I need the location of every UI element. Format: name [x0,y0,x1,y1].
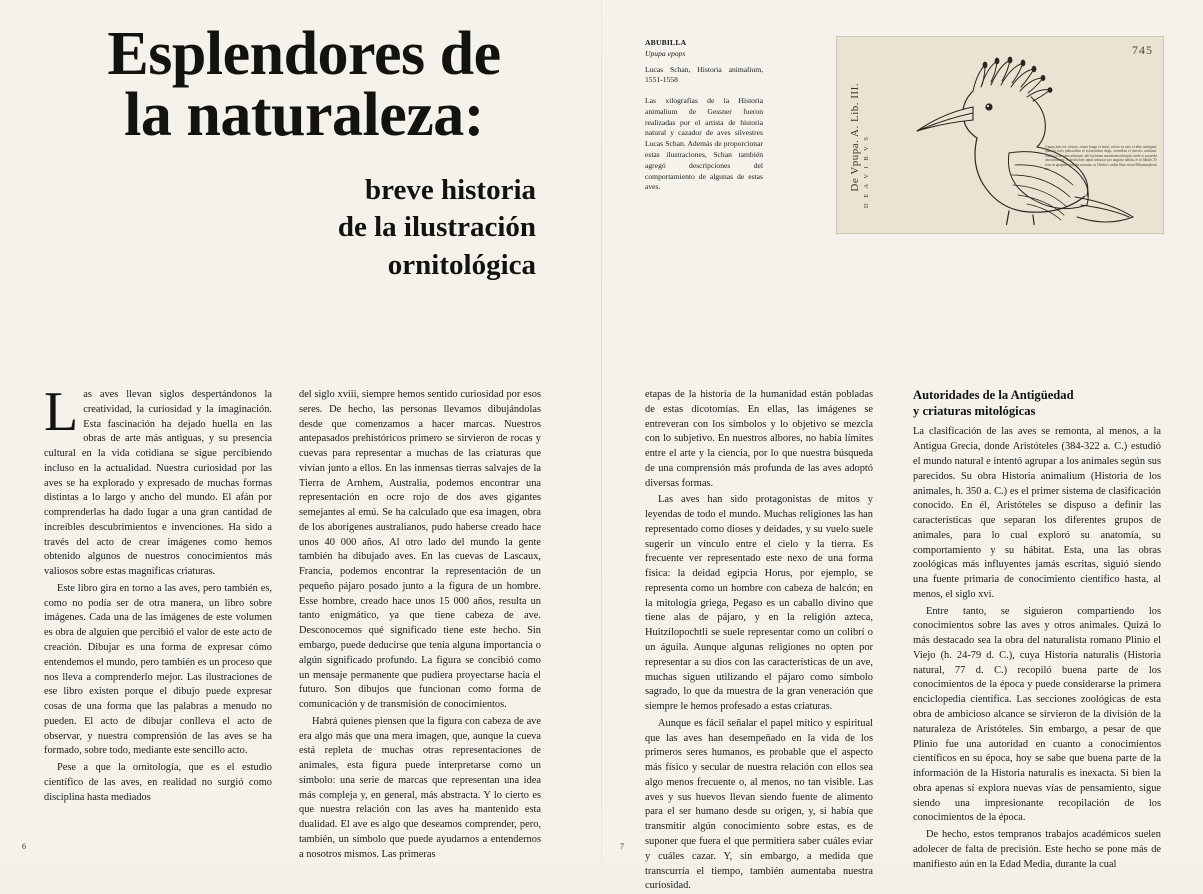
drop-cap: L [44,381,79,443]
paragraph: etapas de la historia de la humanidad están pobladas de estas dicotomías. En ellas, las imágenes se entreveran con los símbolos y lo objetivo se mezcla con lo subjetivo. En nuestros albores, no había límites entre el arte y la ciencia, por lo que nuestra búsqueda de una comprensión más profunda de las aves adoptó diversas formas. [645,389,873,489]
title-line-1: Esplendores de [107,20,501,88]
folio-right: 7 [620,842,624,851]
page-title [44,20,564,149]
page-gutter [601,0,602,863]
body-column-2 [299,388,541,860]
plate-folio-number: 745 [1132,43,1153,57]
subtitle-line-3: ornitológica [387,248,536,281]
paragraph: Aunque es fácil señalar el papel mítico y espiritual que las aves han desempeñado en la vida de los primeros seres humanos, es probable que el aspecto más físico y secular de nuestra relación con ellos sea algo menos frecuente o, al menos, no tan visible. Las aves y sus huevos llevan siendo fuente de alimento para el ser humano desde su origen, y, si había que transmitir algún conocimiento sobre estas, es de suponer que fuera el que permitiera saber cuáles eviar y cuáles cazar. Y, sin embargo, a medida que transcurría el tiempo, también aumentaba nuestra curiosidad. [645,717,873,892]
body-column-4 [913,388,1161,870]
paragraph: Habrá quienes piensen que la figura con cabeza de ave era algo más que una mera imagen, que, aunque la cueva está repleta de muchas otras representaciones de animales, esta figura puede interpretarse como un símbolo: una serie de marcas que representan una idea más compleja y, en general, más abstracta. Y lo cierto es que nuestra relación con las aves ha mantenido esta dualidad. El ave es algo que deseamos comprender, pero, también, un símbolo que puede ayudarnos a entendernos a nosotros mismos. Las primeras [299,715,541,860]
paragraph: Este libro gira en torno a las aves, pero también es, como no podía ser de otra manera, un libro sobre imágenes. Cada una de las imágenes de este volumen es obra de alguien que percibió el valor de este acto de creación. Dibujar es una forma de expresar cómo entendemos el mundo, pero también es un proceso que nos lleva a comprenderlo mejor. Las ilustraciones de ese libro existen porque el dibujo puede expresar cosas de una forma que las palabras a menudo no pueden. El acto de dibujar conlleva el acto de observar, y nuestra comprensión de las aves se ha formado, sobre todo, mediante este sencillo acto. [44,582,272,757]
caption-title: ABUBILLA [645,38,687,47]
subtitle-line-2: de la ilustración [337,211,536,244]
illustration-plate [836,36,1164,234]
paragraph: La clasificación de las aves se remonta, al menos, a la Antigua Grecia, donde Aristóteles (384-322 a. C.) estudió el mundo natural e intentó agrupar a los animales según sus parecidos. Su obra Historia animalium (Historia de los animales, h. 350 a. C.) es el primer sistema de clasificación conocido. En él, Aristóteles se dispuso a definir las características que separan los diferentes grupos de animales, para lo cual exploró su anatomía, su comportamiento y su hábitat. Esta, una las obras zoológicas más influyentes jamás escritas, siguió siendo una fuente primaria de conocimiento científico hasta, al menos, el siglo xvi. [913,426,1161,600]
plate-latin-text: Vpupa auis est cristata, rostro longo et tenui, colore ex rufo et albo uariegata, quae in locis palustribus et syluestribus degit, uermibus et insectis uictitans. Nidificat in cauis arborum, ubi foetorem maximum relinquit, unde et prouerbium natum est. Auicula haec apud antiquos pro augurio habita, et in fabulis Tereus in upupam mutatus narratur, ut Ouidius scribit libro sexto Metamorphoseon. [1045,145,1157,172]
caption-credit: Lucas Schan, Historia animalium, 1551-1558 [645,64,763,85]
plate-spine-text: De Vpupa. A. Lib. III. [849,83,861,192]
paragraph-text: as aves llevan siglos despertándonos la creatividad, la curiosidad y la imaginación. Esta fascinación ha dejado huella en las obras de arte más antiguas, y su presencia cultural en la vida cotidiana se sigue percibiendo incluso en la actualidad. Nuestra curiosidad por las aves se ha explorado y expresado de muchas formas distintas a lo largo y ancho del mundo. El afán por comprenderlas ha dado lugar a una gran cantidad de increíbles descubrimientos e invenciones. Ha sido a través del acto de crear imágenes como hemos obtenido algunos de nuestros conocimientos más valiosos sobre estas magníficas criaturas. [44,389,272,578]
paragraph: Las aves han sido protagonistas de mitos y leyendas de todo el mundo. Muchas religiones las han representado como dioses y deidades, y su vuelo suele sugerir un vínculo entre el cielo y la tierra. Es frecuente ver representado este nexo de una forma física: la deidad egipcia Horus, por ejemplo, se representa como un hombre con cabeza de halcón; en la mitología griega, Pegaso es un caballo divino que tiene alas de pájaro, y en la religión azteca, Huitzilopochtli se suele representar como un colibrí o un águila. Aunque algunas religiones no opten por representar a su dios con las características de un ave, muchas siguen utilizando el pájaro como símbolo sagrado, lo que da muestra de la gran veneración que siempre le hemos profesado a estas criaturas. [645,494,873,713]
figure-caption [645,38,763,193]
paragraph: del siglo xviii, siempre hemos sentido curiosidad por esos seres. De hecho, las personas llevamos dibujándolas desde que comenzamos a hacer marcas. Nuestros antepasados prehistóricos primero se sirvieron de rocas y cuevas para representar a muchas de las criaturas que vivían junto a ellos. En las inmensas tierras salvajes de la Tierra de Arnhem, Australia, podemos encontrar una representación en ocre rojo de dos aves gigantes semejantes al emú. Se ha calculado que esa imagen, obra de los aborígenes australianos, pudo haberse creado hace unos 40 000 años. Al otro lado del mundo la gente también ha dibujado aves. En las cuevas de Lascaux, Francia, podemos encontrar la representación de un pequeño pájaro posado junto a la figura de un hombre. Esse hombre, creado hace unos 15 000 años, resulta un tanto enigmático, ya que tiene cabeza de ave. Desconocemos qué significado tiene este hecho. Sin embargo, puede deducirse que tenía alguna importancia o algún significado profundo. La figura se concibió como un mensaje permanente que pudiera proyectarse hacia el futuro. Son dibujos que funcionan como forma de comunicación y de transmisión de conocimientos. [299,389,541,711]
paragraph [44,381,272,580]
section-heading [913,388,1161,419]
paragraph: Entre tanto, se siguieron compartiendo los conocimientos sobre las aves y otros animales. Quizá lo más destacado sea la obra del naturalista romano Plinio el Viejo (h. 24-79 d. C.), cuya Historia naturalis (Historia natural, 77 d. C.) recopiló buena parte de los conocimientos de la época y puede considerarse la primera enciclopedia científica. Las secciones zoológicas de esta obra de ambicioso alcance se sirvieron de la división de la naturaleza de Aristóteles. Sin embargo, a pesar de que Plinio fue una autoridad en cuanto a conocimientos científicos en su época, hoy se sabe que buena parte de la información de la Historia naturalis es inexacta. Si bien la obra apenas sí explora nuevas vías de pensamiento, sigue siendo una impresionante recopilación de los conocimientos de la época. [913,605,1161,824]
subtitle-line-1: breve historia [364,173,536,206]
title-block [44,20,564,285]
paragraph: De hecho, estos tempranos trabajos académicos suelen adolecer de falta de precisión. Este hecho se pone más de manifiesto aún en la Edad Media, durante la cual [913,829,1161,870]
paragraph: Pese a que la ornitología, que es el estudio científico de las aves, en realidad no surgió como disciplina hasta mediados [44,762,272,803]
caption-body: Las xilografías de la Historia animalium de Gessner fueron realizadas por el artista de historia natural y cazador de aves silvestres Lucas Schan. Además de proporcionar estas ilustraciones, Schan también agregó descripciones del comportamiento de algunas de estas aves. [645,96,763,192]
page-subtitle [44,172,564,285]
folio-left: 6 [22,842,26,851]
title-line-2: la naturaleza: [124,80,484,149]
caption-species: Upupa epops [645,48,686,58]
body-column-1 [44,381,272,833]
plate-spine-subtext: D E A V I B V S [863,135,870,209]
body-column-3 [645,388,873,892]
section-heading-line-2: y criaturas mitológicas [913,403,1036,418]
section-heading-line-1: Autoridades de la Antigüedad [913,388,1074,402]
